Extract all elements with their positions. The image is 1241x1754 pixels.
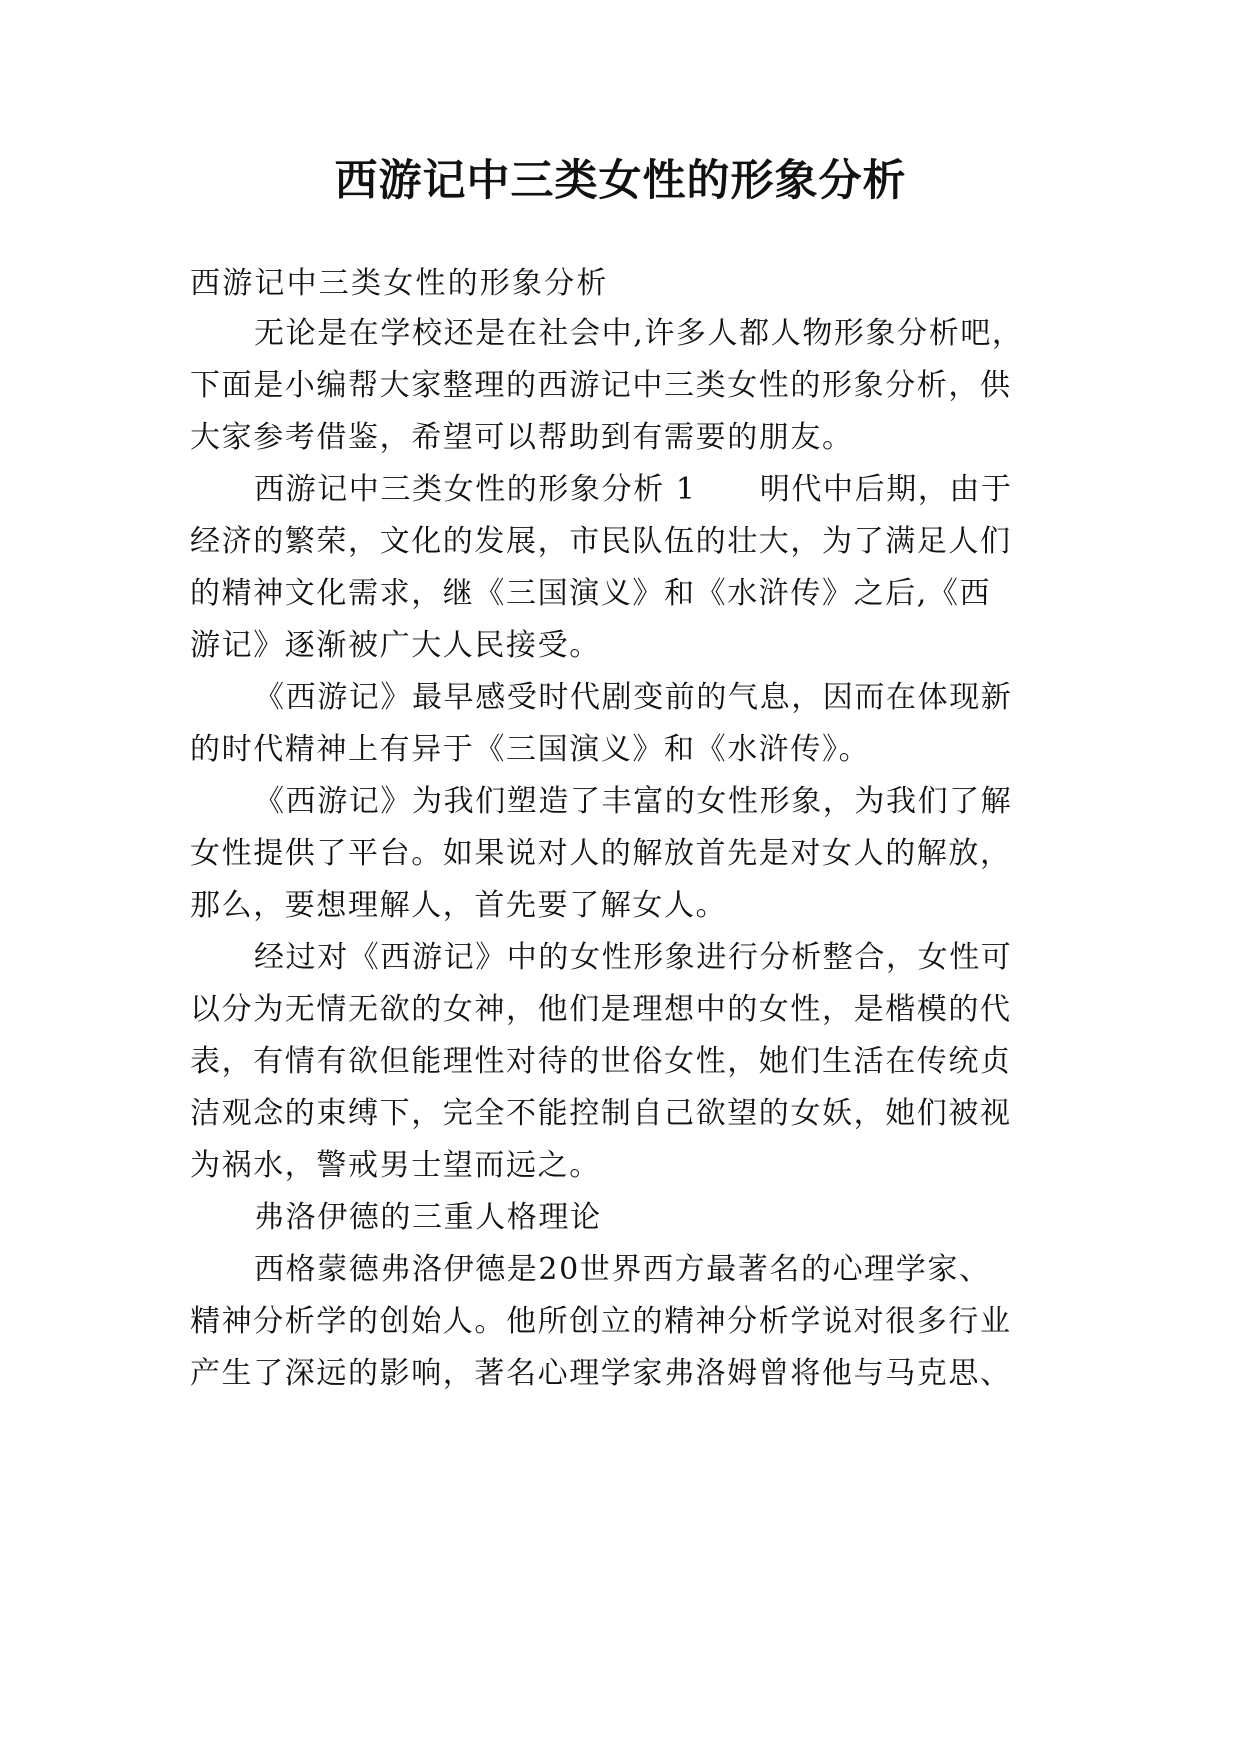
body-line: 为祸水，警戒男士望而远之。 — [190, 1148, 601, 1183]
body-line: 表，有情有欲但能理性对待的世俗女性，她们生活在传统贞 — [190, 1044, 1012, 1079]
body-line: 女性提供了平台。如果说对人的解放首先是对女人的解放， — [190, 836, 1012, 871]
body-line: 游记》逐渐被广大人民接受。 — [190, 628, 601, 663]
body-line: 那么，要想理解人，首先要了解女人。 — [190, 888, 728, 923]
body-line: 经济的繁荣，文化的发展，市民队伍的壮大，为了满足人们 — [190, 524, 1012, 559]
body-line: 《西游记》为我们塑造了丰富的女性形象，为我们了解 — [254, 784, 1013, 819]
body-line: 经过对《西游记》中的女性形象进行分析整合，女性可 — [254, 940, 1013, 975]
body-line: 精神分析学的创始人。他所创立的精神分析学说对很多行业 — [190, 1304, 1012, 1339]
body-line: 下面是小编帮大家整理的西游记中三类女性的形象分析，供 — [190, 368, 1012, 403]
section-heading: 弗洛伊德的三重人格理论 — [254, 1200, 602, 1235]
document-title: 西游记中三类女性的形象分析 — [334, 156, 907, 206]
body-line: 的精神文化需求，继《三国演义》和《水浒传》之后,《西 — [190, 576, 992, 611]
body-line: 西格蒙德弗洛伊德是20世界西方最著名的心理学家、 — [254, 1252, 991, 1287]
body-line: 西游记中三类女性的形象分析 — [190, 266, 609, 301]
body-line: 以分为无情无欲的女神，他们是理想中的女性，是楷模的代 — [190, 992, 1012, 1027]
body-line: 的时代精神上有异于《三国演义》和《水浒传》。 — [190, 732, 871, 767]
body-line: 西游记中三类女性的形象分析 1 明代中后期，由于 — [254, 472, 1013, 507]
body-line: 洁观念的束缚下，完全不能控制自己欲望的女妖，她们被视 — [190, 1096, 1012, 1131]
body-line: 大家参考借鉴，希望可以帮助到有需要的朋友。 — [190, 420, 854, 455]
body-line: 《西游记》最早感受时代剧变前的气息，因而在体现新 — [254, 680, 1013, 715]
body-line: 无论是在学校还是在社会中,许多人都人物形象分析吧， — [254, 316, 1024, 351]
body-line: 产生了深远的影响，著名心理学家弗洛姆曾将他与马克思、 — [190, 1356, 1012, 1391]
